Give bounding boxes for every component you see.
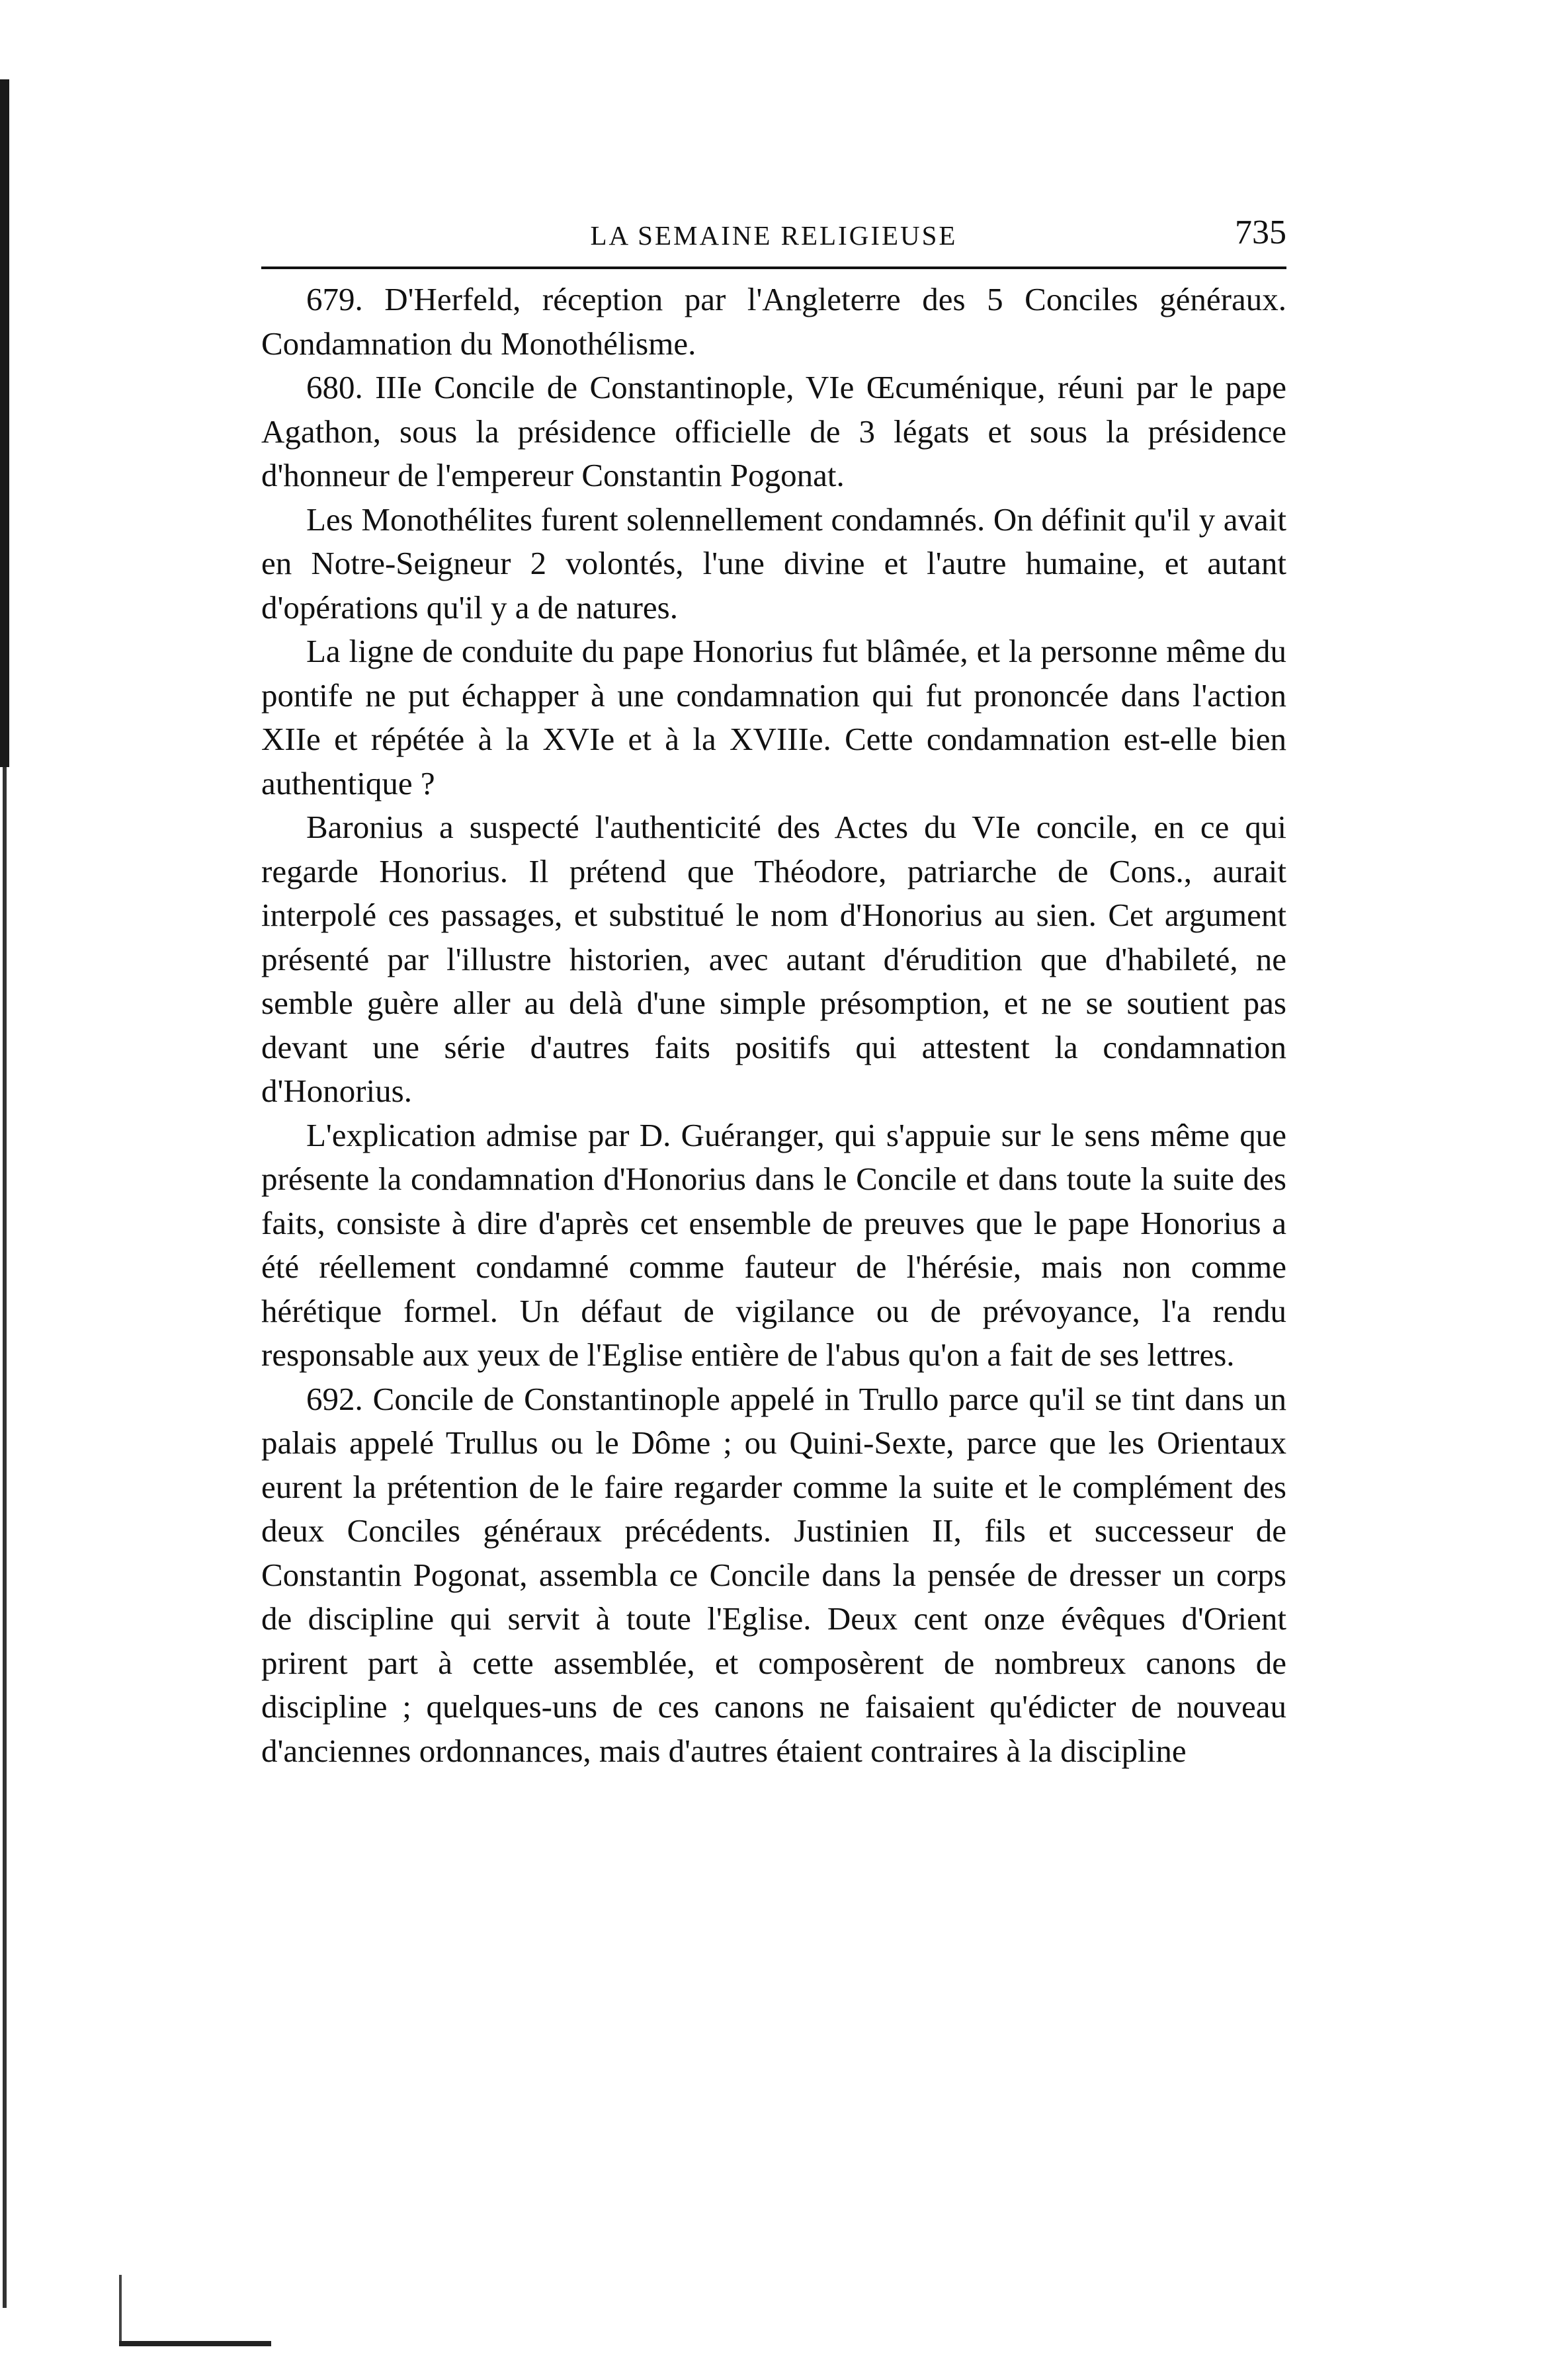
running-head bbox=[261, 213, 1286, 259]
margin-mark bbox=[119, 2275, 122, 2341]
paragraph-monothelites: Les Monothélites furent solennellement condamnés. On définit qu'il y avait en Notre-Seigneur 2 volontés, l'une divine et l'autre humaine, et autant d'opérations qu'il y a de natures. bbox=[261, 501, 1286, 626]
header-rule bbox=[261, 267, 1286, 269]
paragraph-gueranger: L'explication admise par D. Guéranger, qui s'appuie sur le sens même que présente la condamnation d'Honorius dans le Concile et dans toute la suite des faits, consiste à dire d'après cet ensemble de preuves que le pape Honorius a été réellement condamné comme fauteur de l'hérésie, mais non comme hérétique formel. Un défaut de vigilance ou de prévoyance, l'a rendu responsable aux yeux de l'Eglise entière de l'abus qu'on a fait de ses lettres. bbox=[261, 1116, 1286, 1373]
binding-edge-shadow bbox=[0, 79, 9, 767]
paragraph-680: 680. IIIe Concile de Constantinople, VIe Œcuménique, réuni par le pape Agathon, sous la présidence officielle de 3 légats et sous la présidence d'honneur de l'empereur Constantin Pogonat. bbox=[261, 369, 1286, 493]
paragraph-692: 692. Concile de Constantinople appelé in Trullo parce qu'il se tint dans un palais appelé Trullus ou le Dôme ; ou Quini-Sexte, parce que les Orientaux eurent la prétention de le faire regarder comme la suite et le complément des deux Conciles généraux précédents. Justinien II, fils et successeur de Constantin Pogonat, assembla ce Concile dans la pensée de dresser un corps de discipline qui servit à toute l'Eglise. Deux cent onze évêques d'Orient prirent part à cette assemblée, et composèrent de nombreux canons de discipline ; quelques-uns de ces canons ne faisaient qu'édicter de nouveau d'anciennes ordonnances, mais d'autres étaient contraires à la discipline bbox=[261, 1380, 1286, 1769]
paragraph-679: 679. D'Herfeld, réception par l'Angleterre des 5 Conciles généraux. Condamnation du Monothélisme. bbox=[261, 281, 1286, 362]
footer-mark bbox=[119, 2341, 271, 2346]
paragraph-honorius: La ligne de conduite du pape Honorius fut blâmée, et la personne même du pontife ne put échapper à une condamnation qui fut prononcée dans l'action XIIe et répétée à la XVIe et à la XVIIIe. Cette condamnation est-elle bien authentique ? bbox=[261, 633, 1286, 801]
running-title: LA SEMAINE RELIGIEUSE bbox=[590, 220, 958, 251]
page-number: 735 bbox=[1235, 214, 1286, 251]
paragraph-baronius: Baronius a suspecté l'authenticité des Actes du VIe concile, en ce qui regarde Honorius. Il prétend que Théodore, patriarche de Cons., aurait interpolé ces passages, et substitué le nom d'Honorius au sien. Cet argument présenté par l'illustre historien, avec autant d'érudition que d'habileté, ne semble guère aller au delà d'une simple présomption, et ne se soutient pas devant une série d'autres faits positifs qui attestent la condamnation d'Honorius. bbox=[261, 809, 1286, 1109]
body-text bbox=[261, 278, 1286, 1773]
binding-edge-line bbox=[3, 767, 7, 2308]
